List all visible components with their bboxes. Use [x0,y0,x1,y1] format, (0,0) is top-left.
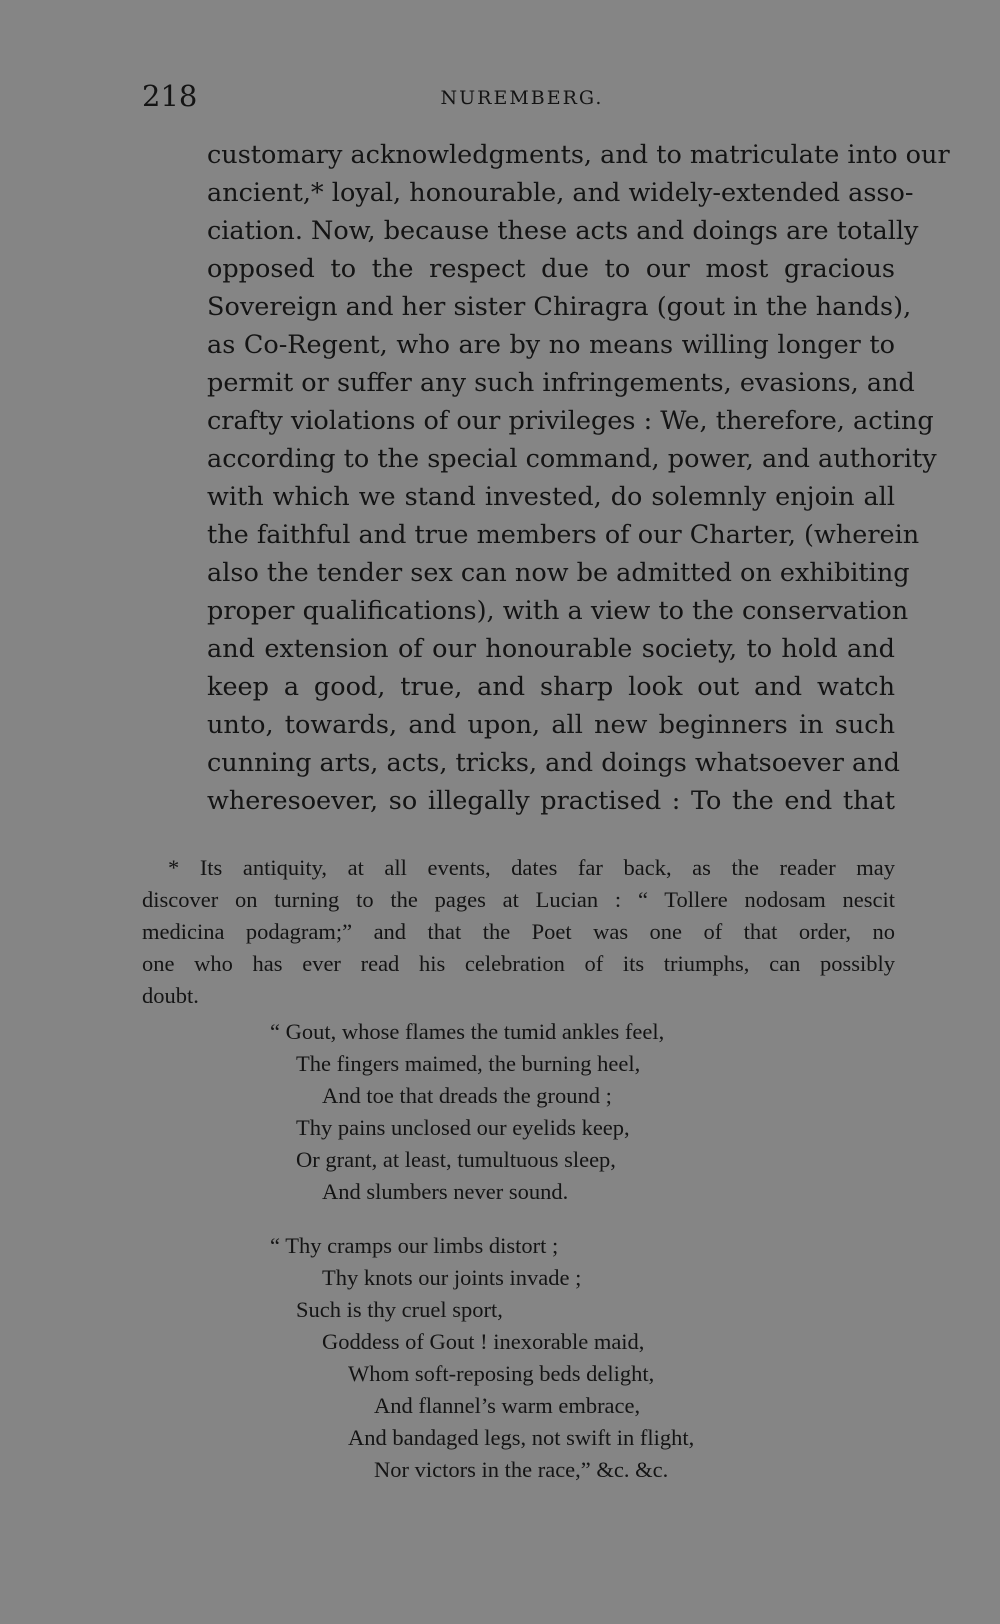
text-line: crafty violations of our privileges : We, therefore, acting [207,406,934,436]
body-text [207,136,950,820]
page-number: 218 [142,79,198,113]
poem-stanza [270,1016,830,1208]
verse-line: And toe that dreads the ground ; [322,1083,612,1108]
verse-line: The fingers maimed, the burning heel, [296,1051,641,1076]
verse-line: Thy knots our joints invade ; [322,1265,582,1290]
text-line: proper qualifications), with a view to the conservation [207,596,909,626]
verse-line: And bandaged legs, not swift in flight, [348,1425,695,1450]
verse-line: And flannel’s warm embrace, [374,1393,641,1418]
text-line: as Co-Regent, who are by no means willing longer to [207,330,895,360]
text-line: according to the special command, power, and authority [207,444,937,474]
footnote [142,852,895,1012]
text-line: the faithful and true members of our Charter, (wherein [207,520,920,550]
text-line: Sovereign and her sister Chiragra (gout in the hands), [207,292,912,322]
text-line: keep a good, true, and sharp look out and watch [207,672,895,702]
poem-stanza [270,1230,830,1486]
text-line: unto, towards, and upon, all new beginners in such [207,710,895,740]
verse-line: Such is thy cruel sport, [296,1297,503,1322]
verse-line: Or grant, at least, tumultuous sleep, [296,1147,616,1172]
text-line: permit or suffer any such infringements, evasions, and [207,368,915,398]
running-head [142,76,902,116]
text-line: cunning arts, acts, tricks, and doings whatsoever and [207,748,900,778]
verse-line: And slumbers never sound. [322,1179,569,1204]
text-line: also the tender sex can now be admitted on exhibiting [207,558,910,588]
footnote-line: medicina podagram;” and that the Poet was one of that order, no [142,919,895,944]
verse-line: Goddess of Gout ! inexorable maid, [322,1329,645,1354]
footnote-line: one who has ever read his celebration of its triumphs, can possibly [142,951,895,976]
footnote-line: * Its antiquity, at all events, dates far back, as the reader may [168,855,895,880]
text-line: opposed to the respect due to our most gracious [207,254,895,284]
verse-line: Whom soft-reposing beds delight, [348,1361,655,1386]
footnote-line: doubt. [142,983,199,1008]
verse-line: “ Thy cramps our limbs distort ; [270,1233,559,1258]
text-line: ciation. Now, because these acts and doings are totally [207,216,919,246]
text-line: customary acknowledgments, and to matriculate into our [207,140,950,170]
verse-line: “ Gout, whose flames the tumid ankles feel, [270,1019,665,1044]
text-line: with which we stand invested, do solemnly enjoin all [207,482,895,512]
text-line: wheresoever, so illegally practised : To the end that [207,786,895,816]
verse-line: Nor victors in the race,” &c. &c. [374,1457,669,1482]
verse-line: Thy pains unclosed our eyelids keep, [296,1115,630,1140]
poem-quotation [270,1016,830,1508]
footnote-line: discover on turning to the pages at Lucian : “ Tollere nodosam nescit [142,887,895,912]
text-line: and extension of our honourable society, to hold and [207,634,895,664]
running-title: NUREMBERG. [440,87,604,109]
text-line: ancient,* loyal, honourable, and widely-extended asso- [207,178,914,208]
